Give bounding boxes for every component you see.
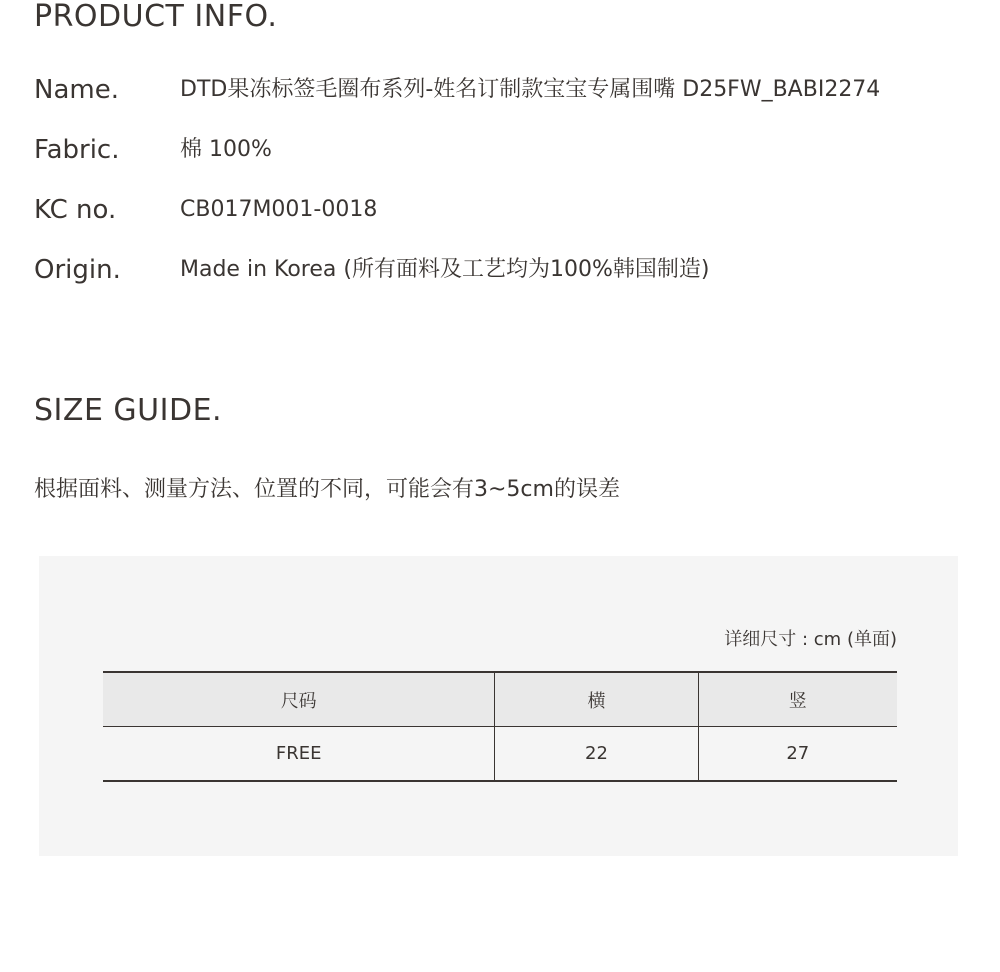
size-table <box>103 671 897 782</box>
info-row-name <box>34 74 954 106</box>
info-value-kc-no: CB017M001-0018 <box>180 197 378 222</box>
info-label-kc-no: KC no. <box>34 195 117 225</box>
table-row <box>103 727 897 782</box>
size-table-header-row <box>103 672 897 727</box>
info-label-name: Name. <box>34 75 119 105</box>
size-table-header-width: 横 <box>495 672 698 727</box>
size-table-panel <box>39 556 958 856</box>
size-tolerance-note: 根据面料、测量方法、位置的不同，可能会有3~5cm的误差 <box>34 477 620 502</box>
size-table-cell-width: 22 <box>495 727 698 782</box>
size-table-cell-length: 27 <box>698 727 897 782</box>
info-value-fabric: 棉 100% <box>180 137 272 162</box>
info-row-kc-no <box>34 194 954 226</box>
size-table-header-length: 竖 <box>698 672 897 727</box>
product-info-title: PRODUCT INFO. <box>34 0 278 34</box>
size-guide-title: SIZE GUIDE. <box>34 393 223 428</box>
info-row-fabric <box>34 134 954 166</box>
info-label-origin: Origin. <box>34 255 121 285</box>
info-value-name: DTD果冻标签毛圈布系列-姓名订制款宝宝专属围嘴 D25FW_BABI2274 <box>180 77 881 102</box>
size-table-header-size: 尺码 <box>103 672 495 727</box>
size-table-cell-size: FREE <box>275 743 322 764</box>
info-value-origin: Made in Korea (所有面料及工艺均为100%韩国制造) <box>180 257 710 282</box>
info-label-fabric: Fabric. <box>34 135 120 165</box>
info-row-origin <box>34 254 954 286</box>
size-unit-note: 详细尺寸 : cm (单面) <box>724 629 897 650</box>
